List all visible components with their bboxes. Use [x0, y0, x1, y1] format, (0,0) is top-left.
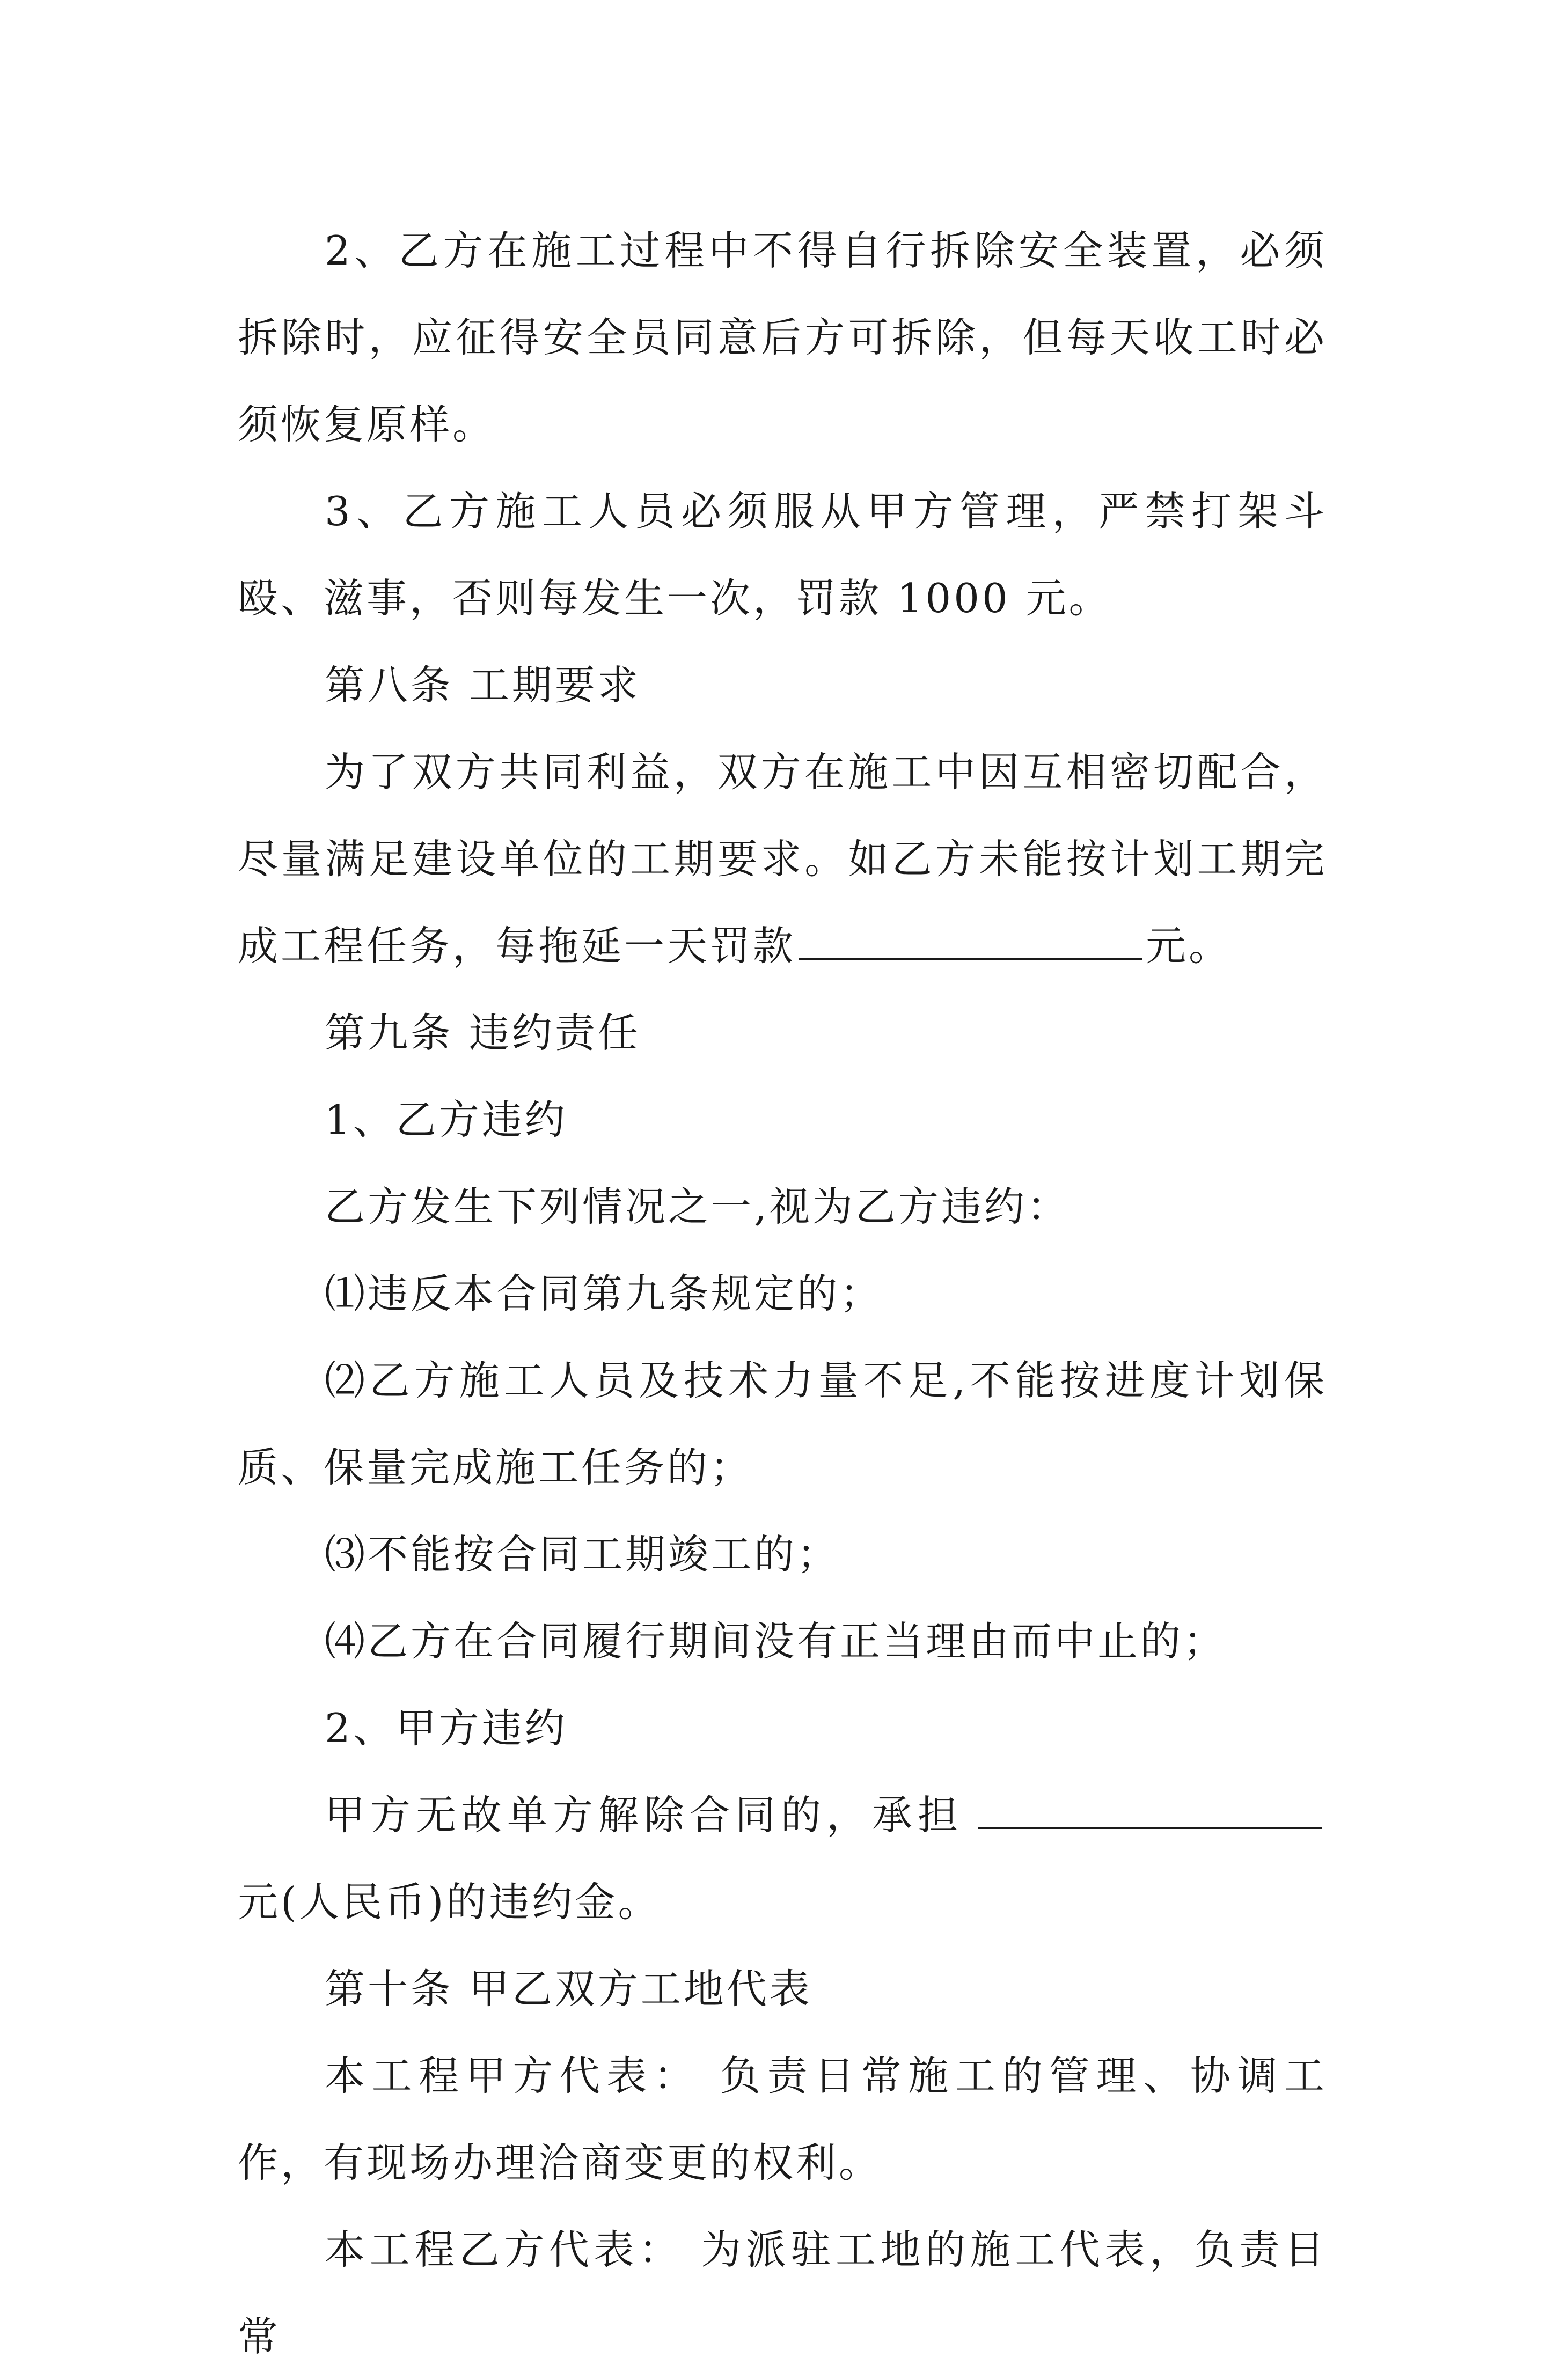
fill-in-blank [978, 1795, 1322, 1829]
clause-paragraph-with-blank [238, 729, 1327, 989]
clause-text: 元(人民币)的违约金。 [238, 1878, 661, 1926]
clause-paragraph: 本工程乙方代表： 为派驻工地的施工代表，负责日常 [238, 2226, 1327, 2360]
list-item: ⑴违反本合同第九条规定的； [325, 1270, 883, 1317]
article-heading: 第十条 甲乙双方工地代表 [325, 1965, 812, 2012]
contract-body [238, 207, 1327, 2380]
clause-text: 为了双方共同利益，双方在施工中因互相密切配合，尽量满足建设单位的工期要求。如乙方未能按计划工期完成工程任务，每拖延一天罚款 [238, 748, 1327, 969]
clause-paragraph: 乙方发生下列情况之一,视为乙方违约： [325, 1183, 1070, 1230]
list-item: ⑷乙方在合同履行期间没有正当理由而中止的； [325, 1618, 1227, 1665]
clause-paragraph: 本工程甲方代表： 负责日常施工的管理、协调工作，有现场办理洽商变更的权利。 [238, 2052, 1327, 2186]
list-item: ⑶不能按合同工期竣工的； [325, 1531, 840, 1578]
article-heading: 第八条 工期要求 [325, 662, 641, 709]
sub-heading: 2、甲方违约 [325, 1705, 568, 1752]
sub-heading: 1、乙方违约 [325, 1096, 568, 1143]
clause-text: 甲方无故单方解除合同的，承担 [325, 1791, 963, 1839]
list-item: ⑵乙方施工人员及技术力量不足,不能按进度计划保质、保量完成施工任务的； [238, 1357, 1327, 1491]
article-heading: 第九条 违约责任 [325, 1009, 641, 1056]
clause-text: 元。 [1146, 922, 1232, 969]
clause-paragraph: 2、乙方在施工过程中不得自行拆除安全装置，必须拆除时，应征得安全员同意后方可拆除，但每天收工时必须恢复原样。 [238, 227, 1327, 448]
clause-paragraph: 3、乙方施工人员必须服从甲方管理，严禁打架斗殴、滋事，否则每发生一次，罚款 1000 元。 [238, 488, 1327, 622]
fill-in-blank [799, 926, 1142, 960]
clause-paragraph-with-blank [238, 1772, 1327, 1945]
